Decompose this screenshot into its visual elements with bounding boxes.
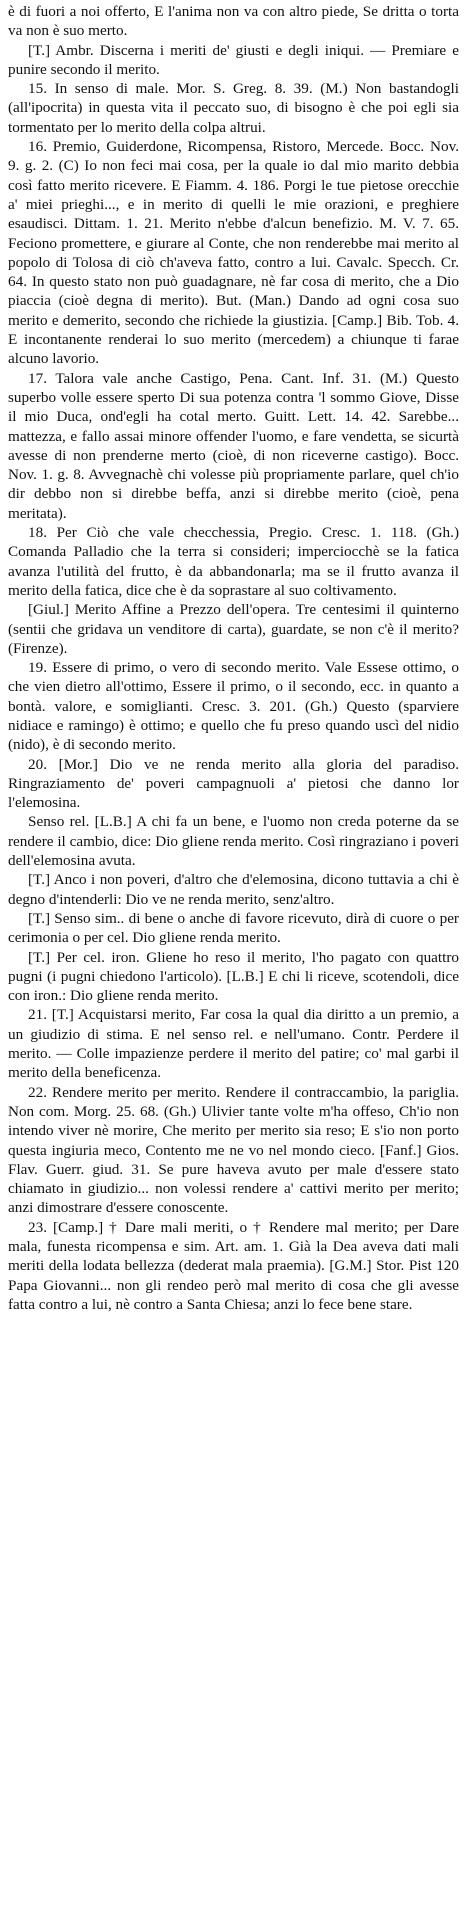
paragraph-anco: [T.] Anco i non poveri, d'altro che d'elemosina, dicono tuttavia a chi è degno d'intenderli: Dio ve ne renda merito, senz'altro. xyxy=(8,871,459,908)
entry-15: 15. In senso di male. Mor. S. Greg. 8. 39. (M.) Non bastandogli (all'ipocrita) in questa vita il peccato suo, di bisogno è che poi egli sia tormentato per lo merito della colpa altrui. xyxy=(8,80,459,136)
paragraph-senso-sim: [T.] Senso sim.. di bene o anche di favore ricevuto, dirà di cuore o per cerimonia o per cel. Dio gliene renda merito. xyxy=(8,909,459,947)
paragraph-cel-iron: [T.] Per cel. iron. Gliene ho reso il merito, l'ho pagato con quattro pugni (i pugni chiedono l'articolo). [L.B.] E chi li riceve, scotendoli, dice con iron.: Dio gliene renda merito. xyxy=(8,948,459,1005)
paragraph-ambr: [T.] Ambr. Discerna i meriti de' giusti e degli iniqui. — Premiare e punire secondo il merito. xyxy=(8,41,459,78)
entry-17: 17. Talora vale anche Castigo, Pena. Cant. Inf. 31. (M.) Questo superbo volle essere sperto Di sua potenza contra 'l sommo Giove, Disse il mio Duca, ond'egli ha cotal merto. Guitt. Lett. 14. 42. Sarebbe... mattezza, e fallo assai minore offender l'uomo, e fare vendetta, se sicurtà avesse di non prenderne merto (cioè, di non riceverne castigo). Bocc. Nov. 1. g. 8. Avvegnachè chi volesse più propriamente parlare, quel ch'io dir debbo non si direbbe beffa, anzi si direbbe merito (cioè, pena meritata). xyxy=(8,369,459,522)
entry-18: 18. Per Ciò che vale checchessia, Pregio. Cresc. 1. 118. (Gh.) Comanda Palladio che la terra si consideri; imperciocchè se la fatica avanza l'utilità del frutto, è da abbandonarla; ma se il frutto avanza il merito della fatica, dice che è da soprastare al suo coltivamento. xyxy=(8,524,459,599)
entry-21: 21. [T.] Acquistarsi merito, Far cosa la qual dia diritto a un premio, a un giudizio di stima. E nel senso rel. e nell'umano. Contr. Perdere il merito. — Colle impazienze perdere il merito del patire; co' mal garbi il merito della beneficenza. xyxy=(8,1006,459,1082)
entry-22: 22. Rendere merito per merito. Rendere il contraccambio, la pariglia. Non com. Morg. 25. 68. (Gh.) Ulivier tante volte m'ha offeso, Ch'io non intendo viver nè morire, Che merito per merito sia reso; E s'io non porto questa ingiuria meco, Contento me ne vo nel mondo cieco. [Fanf.] Gios. Flav. Guerr. giud. 31. Se pure haveva avuto per male d'essere stato chiamato in giudizio... non volessi rendere a' cattivi merito per merito; anzi dimostrare d'essere conoscente. xyxy=(8,1083,459,1217)
entry-23: 23. [Camp.] † Dare mali meriti, o † Rendere mal merito; per Dare mala, funesta ricompensa e sim. Art. am. 1. Già la Dea aveva dati mali meriti della lodata bellezza (dederat mala praemia). [G.M.] Stor. Pist 120 Papa Giovanni... non gli rendeo però mal merito di cosa che gli avesse fatta contro a lui, nè contro a Santa Chiesa; anzi lo fece bene stare. xyxy=(8,1218,459,1313)
entry-16: 16. Premio, Guiderdone, Ricompensa, Ristoro, Mercede. Bocc. Nov. 9. g. 2. (C) Io non feci mai cosa, per la quale io dal mio marito debbia così fatto merito ricevere. E Fiamm. 4. 186. Porgi le tue pietose orecchie a' miei prieghi..., e in merito di quelli le mie orazioni, e preghiere esaudisci. Dittam. 1. 21. Merito n'ebbe d'alcun benefizio. M. V. 7. 65. Feciono promettere, e giurare al Conte, che non renderebbe mai merito al popolo di Tolosa di ciò ch'aveva fatto, contro a lui. Cavalc. Specch. Cr. 64. In questo stato non può guadagnare, nè far cosa di merito, che a Dio piaccia (cioè degna di merito). But. (Man.) Dando ad ogni cosa suo merito e demerito, secondo che richiede la giustizia. [Camp.] Bib. Tob. 4. E incontanente renderai lo suo merito (mercedem) a chiunque ti farae alcuno lavorio. xyxy=(8,138,459,368)
paragraph-senso-rel: Senso rel. [L.B.] A chi fa un bene, e l'uomo non creda poterne da se rendere il cambio, dice: Dio gliene renda merito. Così ringraziano i poveri dell'elemosina avuta. xyxy=(8,813,459,870)
paragraph-continuation: è di fuori a noi offerto, E l'anima non va con altro piede, Se dritta o torta va non è suo merto. xyxy=(8,3,459,40)
entry-19: 19. Essere di primo, o vero di secondo merito. Vale Essese ottimo, o che vien dietro all'ottimo, Essere il primo, o il secondo, ecc. in quanto a bontà. valore, e somiglianti. Cresc. 3. 201. (Gh.) Questo (sparviere nidiace e ramingo) è ottimo; e quello che fu preso quando uscì del nidio (nido), è di secondo merito. xyxy=(8,659,459,754)
entry-20: 20. [Mor.] Dio ve ne renda merito alla gloria del paradiso. Ringraziamento de' poveri campagnuoli a' pietosi che danno lor l'elemosina. xyxy=(8,755,459,812)
paragraph-giul: [Giul.] Merito Affine a Prezzo dell'opera. Tre centesimi il quinterno (sentii che gridava un venditore di carta), guardate, se non c'è il merito? (Firenze). xyxy=(8,601,459,657)
